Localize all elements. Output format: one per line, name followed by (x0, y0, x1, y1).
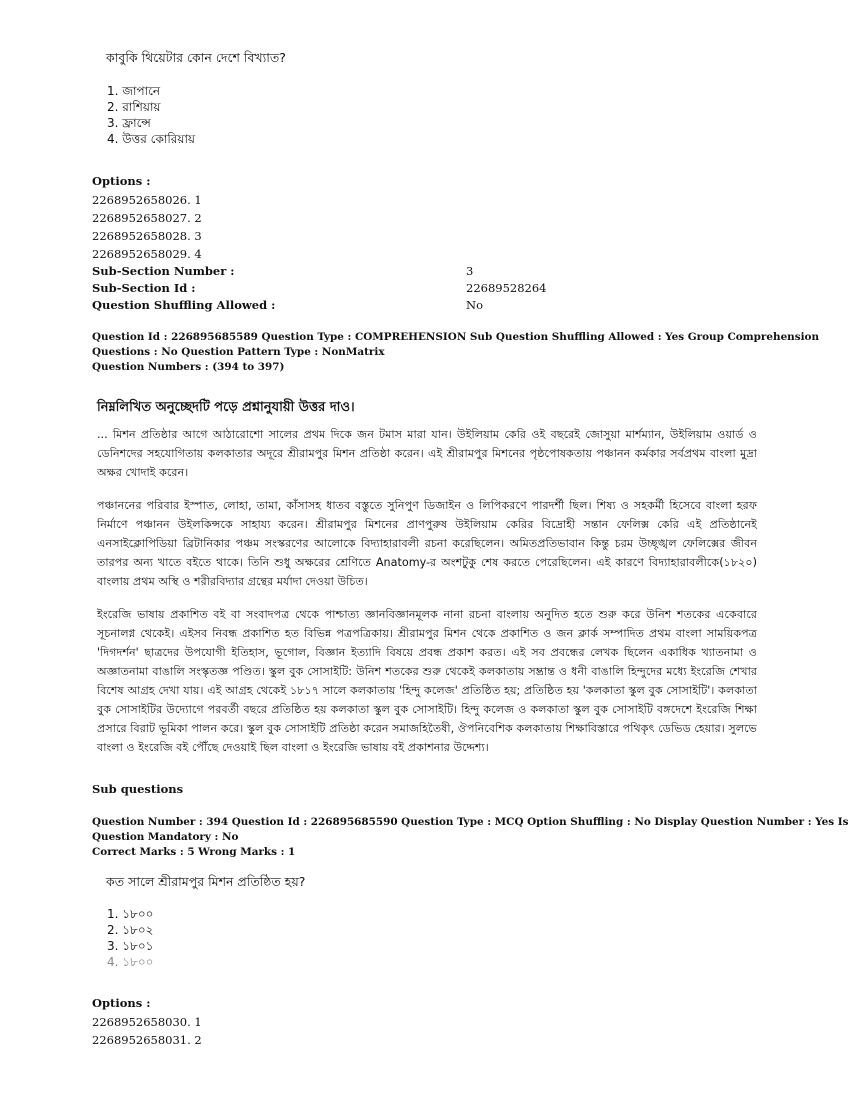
comprehension-header (92, 330, 820, 375)
question-header-line: Question Number : 394 Question Id : 226895685590 Question Type : MCQ Option Shuffling : No Display Question Number : Yes Is (92, 816, 849, 828)
marks-line: Correct Marks : 5 Wrong Marks : 1 (92, 846, 296, 858)
subsection-number-value: 3 (466, 264, 474, 278)
choice-item: 2. রাশিয়ায় (107, 100, 161, 114)
sub-questions-label: Sub questions (92, 782, 184, 796)
option-id: 2268952658030. 1 (92, 1015, 202, 1029)
choice-item: 4. ১৮০০ (107, 955, 154, 969)
passage-paragraph: ইংরেজি ভাষায় প্রকাশিত বই বা সংবাদপত্র থেকে পাশ্চাত্য জ্ঞানবিজ্ঞানমূলক নানা রচনা বাংলায় অনুদিত হতে শুরু করে উনিশ শতকের একেবারে সূচনালগ্ন থেকেই। এইসব নিবন্ধ প্রকাশিত হত বিভিন্ন পত্রপত্রিকায়। শ্রীরামপুর মিশন থেকে প্রকাশিত ও জন ক্লার্ক সম্পাদিত প্রথম বাংলা সাময়িকপত্র 'দিগদর্শন' ছাত্রদের উপযোগী ইতিহাস, ভূগোল, বিজ্ঞান ইত্যাদি বিষয়ে প্রবন্ধ প্রকাশ করত। এই সব প্রবন্ধের লেখক ছিলেন একাধিক খ্যাতনামা ও অজ্ঞাতনামা বাঙালি সংস্কৃতজ্ঞ পণ্ডিত। স্কুল বুক সোসাইটি: উনিশ শতকের শুরু থেকেই কলকাতায় সম্ভ্রান্ত ও ধনী বাঙালি হিন্দুদের মধ্যে ইংরেজি শেখার বিশেষ আগ্রহ দেখা যায়। এই আগ্রহ থেকেই ১৮১৭ সালে কলকাতায় 'হিন্দু কলেজ' প্রতিষ্ঠিত হয়; প্রতিষ্ঠিত হয় 'কলকাতা স্কুল বুক সোসাইটি'। কলকাতা বুক সোসাইটির উদ্যোগে পরবর্তী বছরে প্রতিষ্ঠিত হয় কলকাতা স্কুল বুক সোসাইটি। হিন্দু কলেজ ও কলকাতা স্কুল বুক সোসাইটি বঙ্গদেশে ইংরেজি শিক্ষা প্রসারে বিরাট ভূমিকা পালন করে। স্কুল বুক সোসাইটি প্রতিষ্ঠা করেন সমাজহিতৈষী, ঔপনিবেশিক কলকাতায় শিক্ষাবিস্তারে পথিকৃৎ ডেভিড হেয়ার। সুলভে বাংলা ও ইংরেজি বই পৌঁছে দেওয়াই ছিল বাংলা ও ইংরেজি ভাষায় বই প্রকাশনার উদ্দেশ্য। (97, 608, 758, 754)
choice-item: 1. জাপানে (107, 84, 161, 98)
choice-item: 4. উত্তর কোরিয়ায় (107, 132, 196, 146)
option-id: 2268952658028. 3 (92, 229, 202, 243)
subsection-number-label: Sub-Section Number : (92, 264, 235, 278)
option-id: 2268952658029. 4 (92, 247, 202, 261)
subsection-id-label: Sub-Section Id : (92, 281, 196, 295)
subsection-meta (92, 263, 792, 314)
subsection-id-value: 22689528264 (466, 281, 547, 295)
question-shuffling-value: No (466, 298, 483, 312)
choice-item: 3. ফ্রান্সে (107, 116, 151, 130)
comprehension-header-line: Questions : No Question Pattern Type : NonMatrix (92, 346, 385, 358)
question-shuffling-label: Question Shuffling Allowed : (92, 298, 276, 312)
passage (97, 425, 757, 757)
options-label: Options : (92, 996, 151, 1010)
choice-item: 3. ১৮০১ (107, 939, 154, 953)
question-header-line: Question Mandatory : No (92, 831, 239, 843)
passage-paragraph: ... মিশন প্রতিষ্ঠার আগে আঠারোশো সালের প্রথম দিকে জন টমাস মারা যান। উইলিয়াম কেরি ওই বছরেই জোসুয়া মার্শম্যান, উইলিয়াম ওয়ার্ড ও ডেনিশদের সহযোগিতায় কলকাতার অদূরে শ্রীরামপুর মিশন প্রতিষ্ঠা করেন। এই শ্রীরামপুর মিশনের পৃষ্ঠপোষকতায় পঞ্চানন কর্মকার সর্বপ্রথম বাংলা মুদ্রা অক্ষর খোদাই করেন। (97, 428, 757, 479)
choice-item: 1. ১৮০০ (107, 907, 154, 921)
question-numbers: Question Numbers : (394 to 397) (92, 361, 285, 373)
options-label: Options : (92, 174, 151, 188)
options-list (92, 1013, 202, 1049)
passage-title: নিম্নলিখিত অনুচ্ছেদটি পড়ে প্রশ্নানুযায়ী উত্তর দাও। (97, 400, 355, 415)
question-text: কত সালে শ্রীরামপুর মিশন প্রতিষ্ঠিত হয়? (106, 874, 306, 889)
option-id: 2268952658026. 1 (92, 193, 202, 207)
options-list (92, 191, 202, 263)
question-text: কাবুকি থিয়েটার কোন দেশে বিখ্যাত? (106, 50, 286, 65)
option-id: 2268952658031. 2 (92, 1033, 202, 1047)
option-id: 2268952658027. 2 (92, 211, 202, 225)
comprehension-header-line: Question Id : 226895685589 Question Type : COMPREHENSION Sub Question Shuffling Allowed : Yes Group Comprehension (92, 331, 820, 343)
question-394-header (92, 815, 849, 860)
choice-list (107, 906, 153, 970)
choice-list (107, 83, 195, 147)
passage-paragraph: পঞ্চাননের পরিবার ইস্পাত, লোহা, তামা, কাঁসাসহ ধাতব বস্তুতে সুনিপুণ ডিজাইন ও লিপিকরণে পারদর্শী ছিল। শিষ্য ও সহকর্মী হিসেবে বাংলা হরফ নির্মাণে পঞ্চানন উইলকিন্সকে সাহায্য করেন। শ্রীরামপুর মিশনের প্রাণপুরুষ উইলিয়াম কেরির বিদ্রোহী সন্তান ফেলিক্স কেরি এই প্রতিষ্ঠানেই এনসাইক্লোপিডিয়া ব্রিটানিকার পঞ্চম সংস্করণের আলোকে বিদ্যাহারাবলী রচনা করেছিলেন। অমিতপ্রতিভাবান কিন্তু চরম উচ্ছৃঙ্খল ফেলিক্সের জীবন তারপর অন্য খাতে বইতে থাকে। তিনি শুধু অক্ষরের শ্রেণিতে Anatomy-র অংশটুকু শেষ করতে পেরেছিলেন। এই কারণে বিদ্যাহারাবলীকে(১৮২০) বাংলায় প্রথম অস্থি ও শরীরবিদ্যার গ্রন্থের মর্যাদা দেওয়া উচিত। (97, 499, 757, 588)
choice-item: 2. ১৮০২ (107, 923, 154, 937)
